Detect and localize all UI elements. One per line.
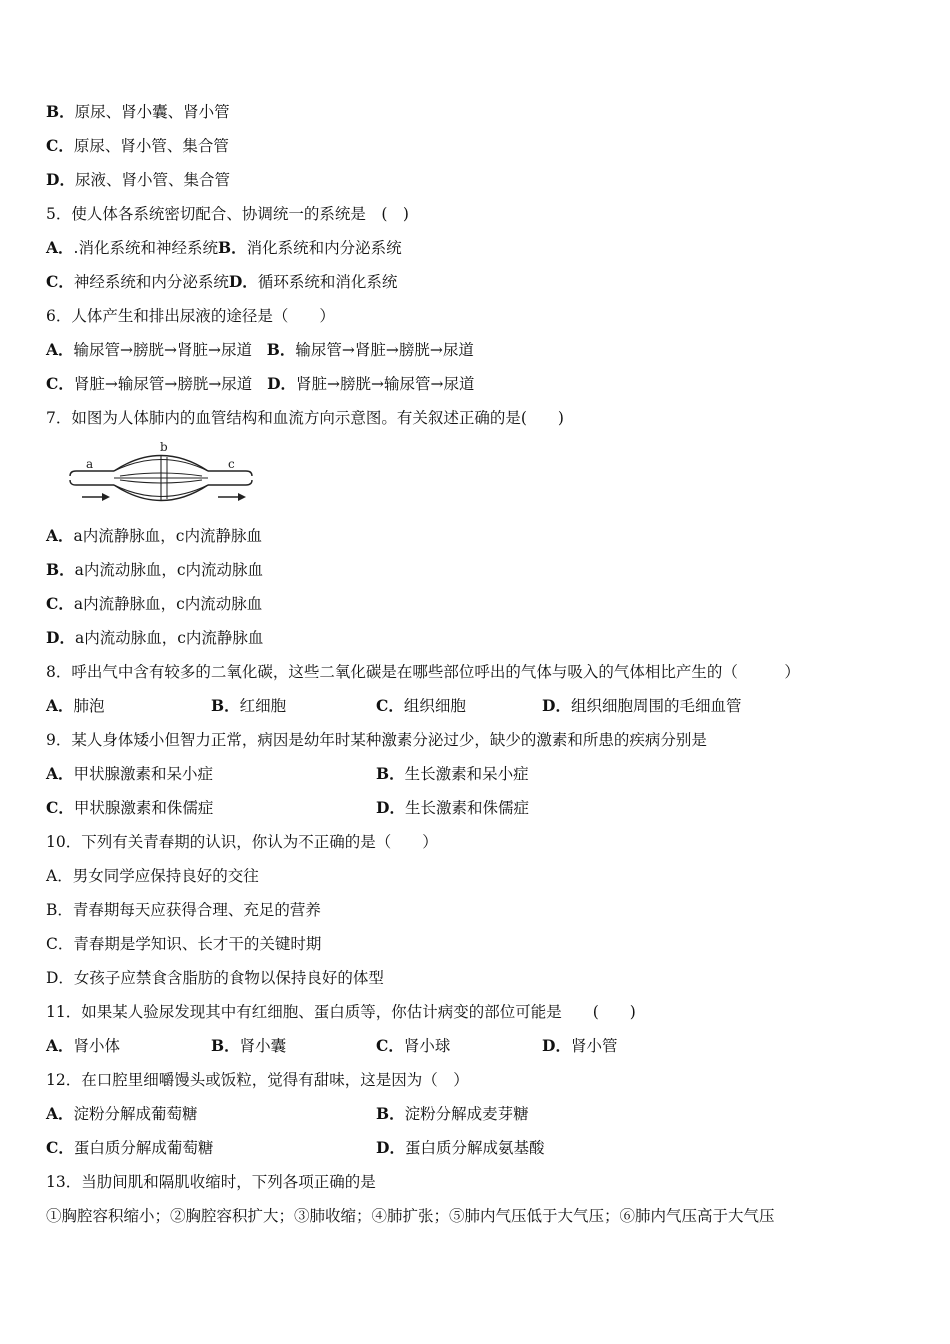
diagram-label-a: a (86, 457, 94, 471)
q8-stem: 8．呼出气中含有较多的二氧化碳，这些二氧化碳是在哪些部位呼出的气体与吸入的气体相比产生的（ ） (46, 663, 800, 681)
q7-stem: 7．如图为人体肺内的血管结构和血流方向示意图。有关叙述正确的是( ) (46, 409, 564, 427)
q9-option-d: D．生长激素和侏儒症 (376, 798, 529, 817)
q8-option-d: D．组织细胞周围的毛细血管 (542, 696, 742, 715)
q7-option-a: A．a内流静脉血，c内流静脉血 (46, 526, 262, 545)
q6-options-line1: A．输尿管→膀胱→肾脏→尿道 B．输尿管→肾脏→膀胱→尿道 (46, 340, 474, 359)
q7-option-d: D．a内流动脉血，c内流静脉血 (46, 628, 264, 647)
q8-option-c: C．组织细胞 (376, 696, 466, 715)
q9-option-b: B．生长激素和呆小症 (376, 764, 529, 783)
q12-option-b: B．淀粉分解成麦芽糖 (376, 1104, 529, 1123)
q11-options (46, 1036, 910, 1056)
diagram-label-c: c (228, 457, 235, 471)
q9-option-c: C．甲状腺激素和侏儒症 (46, 798, 214, 817)
q12-stem: 12．在口腔里细嚼馒头或饭粒，觉得有甜味，这是因为（ ） (46, 1071, 469, 1089)
q8-option-a: A．肺泡 (46, 696, 105, 715)
q5-stem: 5．使人体各系统密切配合、协调统一的系统是 ( ) (46, 205, 409, 223)
q5-options-line1: A．.消化系统和神经系统B．消化系统和内分泌系统 (46, 238, 402, 257)
q11-option-d: D．肾小管 (542, 1036, 618, 1055)
q13-stem: 13．当肋间肌和隔肌收缩时，下列各项正确的是 (46, 1173, 376, 1191)
q12-option-d: D．蛋白质分解成氨基酸 (376, 1138, 545, 1157)
q4-option-b: B．原尿、肾小囊、肾小管 (46, 102, 230, 121)
q6-stem: 6．人体产生和排出尿液的途径是（ ） (46, 307, 335, 325)
q4-option-d: D．尿液、肾小管、集合管 (46, 170, 230, 189)
lung-blood-vessel-diagram (68, 440, 254, 508)
q9-option-a: A．甲状腺激素和呆小症 (46, 764, 214, 783)
q10-option-d: D．女孩子应禁食含脂肪的食物以保持良好的体型 (46, 969, 384, 987)
q8-option-b: B．红细胞 (211, 696, 287, 715)
q5-options-line2: C．神经系统和内分泌系统D．循环系统和消化系统 (46, 272, 398, 291)
q11-stem: 11．如果某人验尿发现其中有红细胞、蛋白质等，你估计病变的部位可能是 ( ) (46, 1003, 636, 1021)
q6-options-line2: C．肾脏→输尿管→膀胱→尿道 D．肾脏→膀胱→输尿管→尿道 (46, 374, 475, 393)
diagram-label-b: b (160, 440, 168, 454)
q9-options-line1 (46, 764, 910, 784)
q11-option-a: A．肾小体 (46, 1036, 121, 1055)
q11-option-c: C．肾小球 (376, 1036, 451, 1055)
q10-option-b: B．青春期每天应获得合理、充足的营养 (46, 901, 321, 919)
q11-option-b: B．肾小囊 (211, 1036, 287, 1055)
q10-stem: 10．下列有关青春期的认识，你认为不正确的是（ ） (46, 833, 438, 851)
q12-option-c: C．蛋白质分解成葡萄糖 (46, 1138, 214, 1157)
q10-option-a: A．男女同学应保持良好的交往 (46, 867, 259, 885)
q9-options-line2 (46, 798, 910, 818)
q10-option-c: C．青春期是学知识、长才干的关键时期 (46, 935, 322, 953)
q13-items: ①胸腔容积缩小；②胸腔容积扩大；③肺收缩；④肺扩张；⑤肺内气压低于大气压；⑥肺内气压高于大气压 (46, 1207, 775, 1225)
q8-options (46, 696, 910, 716)
q4-option-c: C．原尿、肾小管、集合管 (46, 136, 229, 155)
q7-option-c: C．a内流静脉血，c内流动脉血 (46, 594, 263, 613)
q12-option-a: A．淀粉分解成葡萄糖 (46, 1104, 198, 1123)
q12-options-line1 (46, 1104, 910, 1124)
q7-option-b: B．a内流动脉血，c内流动脉血 (46, 560, 264, 579)
q12-options-line2 (46, 1138, 910, 1158)
q9-stem: 9．某人身体矮小但智力正常，病因是幼年时某种激素分泌过少，缺少的激素和所患的疾病分别是 (46, 731, 707, 749)
